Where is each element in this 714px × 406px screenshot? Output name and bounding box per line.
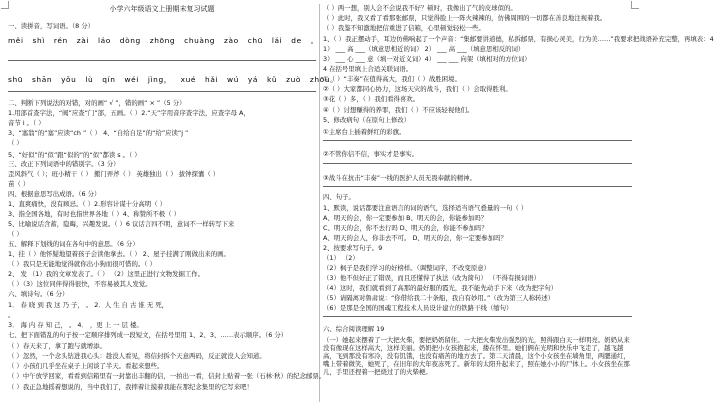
text-line: 1、默读，说话都要注意语言的词的语气，选择适当语气叠量的一句（ ）: [323, 204, 528, 212]
text-line: ①（ ）“丰奏”在值得高大，我们（ ）战胜困境。: [323, 75, 461, 83]
text-line: （ ）: [8, 230, 23, 238]
text-line: ②（ ）大家都同心协力，这场天灾的战斗，我们（ ）会取得胜利。: [323, 85, 512, 93]
text-line: （一）她起来摆着了一大把火柴，要把奶奶留住。一大把火柴发出强烈的光，照得跟白天一样明亮。奶奶从来没有像现在这样高大，这样美丽。奶奶把小女孩抱起来，搂在怀里。她们俩在光明和快乐中飞走了，越飞越高，飞到那没有寒冷，没有饥饿，也没有痛苦的地方去了。第二天清晨，这个小女孩坐在墙角里，两腮通红，嘴上带着微笑，她死了，在旧年的大年夜冻死了。新年的太阳升起来了，照在她小小的尸体上。小女孩坐在那儿，手里还捏着一把烧过了的火柴梗。: [323, 336, 630, 376]
text-line: 3、指全国各地，有时也指世界各地（ ）4、称赞所不极（ ）: [8, 210, 180, 218]
text-line: （ ）小孩们几乎坐在桌子上闲谈了半天。看起来想些。: [8, 362, 164, 370]
text-line: （ ）我只是无能地觉得就你出小狗而很可惜的。（ ）: [8, 260, 156, 268]
text-line: （5）请隔离对鲁肃说：“你借给我二十条船，我自有妙用。”（改为第三人称转述）: [323, 294, 555, 302]
text-line: 2、 发 （1）我的文章发表了。（ ） （2）这里正进行文物发掘工作。: [8, 270, 205, 278]
text-line: 1． 春 晓 到 我 这 乃 子， 。 2．人 生 自 古 谁 无 死，: [8, 301, 169, 309]
text-line: ②不管你信不信，事实才是事实。: [323, 150, 419, 158]
text-line: A、明天的会人，你非去不可。 D、明天的会，你一定要参加吗？: [323, 234, 507, 242]
answer-line: [323, 186, 632, 187]
text-line: 3、“塞翁”的“塞”应读“ch ”（ ） 4、“自给自足”的“给”应读“j ”: [8, 129, 189, 137]
text-line: 三、改正下列词语中的错别字。（3 分）: [8, 160, 120, 168]
text-line: （ ）两一想，别人会不会说我不好？顿时，我像出了气的皮球似的。: [323, 4, 517, 12]
right-column: [321, 0, 714, 406]
text-line: （ ）我鉴不知激地把信重进了信箱，心里顿觉轻松一些。: [323, 24, 485, 32]
text-line: 五、解释下划线的词在各句中的意思。（6 分）: [8, 240, 139, 248]
text-line: 四、句子。: [323, 193, 355, 201]
text-line: 3） ___ 心 ___ 意（填一对近义词）4） ___ ___ 向架（填相对的方位词）: [323, 55, 531, 63]
text-line: 5、“好似”的“似”跟“似的”的“似”都读 s 。（ ）: [8, 151, 141, 159]
pinyin-line: měi shì rén zài láo dòng zhōng chuàng zào chū lái de 。: [8, 36, 319, 45]
text-line: 3． 海 内 存 知 己， 。 4． ，更 上 一 层 楼。: [8, 321, 143, 329]
answer-line: [8, 91, 316, 92]
text-line: 5、修改病句（在原句上修改）: [323, 116, 411, 124]
text-line: （ ）春天来了，拿了跑与就增添。: [8, 342, 106, 350]
answer-line: [323, 140, 632, 141]
text-line: （ ）此时，我又看了看那张邮票，只觉得脸上一阵火辣辣的，仿佛周围的一切都在善良地注视着我。: [323, 14, 607, 22]
text-line: （ ）中午放学回家，看看到信箱里有一封靠出丰翻的信，一拍出一看，信封上贴着一张（石林·秋）的纪念邮票。: [8, 372, 326, 380]
text-line: 二、判断下列说法的对错，对的画“ √ ”，错的画“ × ”（5 分）: [8, 99, 186, 107]
answer-line: [323, 316, 632, 317]
text-line: 四、根据意思写出成语。（6 分）: [8, 190, 101, 198]
column-divider: [319, 4, 320, 402]
text-line: 七、把下面错乱的句子按一定顺序排列成一段短文，在括号里用 1、2、3、……表示顺序。（6 分）: [8, 331, 288, 339]
answer-line: [8, 60, 316, 61]
text-line: 1、直爽痛快，没有顾忌。（ ）2.形容计谋十分高明（ ）: [8, 200, 167, 208]
text-line: 苗（ ）: [8, 180, 30, 188]
text-line: 1、挂（ ）他怀疑地望着孩子会读他拿去。（ ） 2、屋子挂满了刚做出来的画。: [8, 250, 230, 258]
text-line: C、明天的会，你不去行吗 D、明天的会，你能不参加吗？: [323, 224, 488, 232]
text-line: 1.用部首查字法，“阀”应查“门”部，五画。（ ）2.“天”字用音序查字法，应查字母 A，: [8, 109, 250, 117]
pinyin-line: shū shān yǒu lù qín wéi jìng， xué hǎi wú yá kǔ zuò zhōu。: [8, 75, 339, 84]
text-line: 4 在括号里填上合适关联词语。: [323, 65, 413, 73]
text-line: （ ）: [8, 139, 23, 147]
text-line: 1） ___ 高 ___（填意思相近的词） 2） ___ 高 ___（填意思相反的词）: [323, 45, 525, 53]
text-line: （1） （2）: [323, 254, 359, 262]
text-line: ③花（ ）多，（ ）我们看得喜欢。: [323, 95, 420, 103]
text-line: 一、读拼音，写词语。（8 分）: [8, 22, 94, 30]
text-line: 歪风斜气（ ）；班小精干（ ） 搬门弄斧（ ） 英雄独出（ ） 拔钟探囊（ ）: [8, 170, 220, 178]
text-line: （ ）我正急地摇着想说的，当中我们了，我摔着让摸着我能在那纪念集里的它写来吧！: [8, 383, 253, 391]
text-line: （3）他不但好正了错误，而且还懂得了执法（改为简句） （不得有损词语）: [323, 274, 540, 282]
text-line: ①主席台上插着鲜红的彩旗。: [323, 128, 406, 136]
text-line: （ ）忽然，一个念头钻进我心头：趁没人看见，将信封拆个天意两码，反正就没人会知道。: [8, 352, 266, 360]
text-line: A、明天的会，你一定要参加 B、明天的会，你能参加吗？: [323, 214, 488, 222]
text-line: （ ）（3）这位同伴得得很快，不容易被其人发觉。: [8, 280, 152, 288]
text-line: 音节 i 。（ ）: [8, 119, 45, 127]
text-line: 5、比喻说话含蓄，隐晦，兴趣发说。（ ）6 议话言四不明，意词不一样转写下来: [8, 220, 235, 228]
text-line: 2、按要求写句子。9: [323, 244, 383, 252]
text-line: 。: [8, 311, 15, 319]
answer-line: [323, 163, 632, 164]
text-line: （6）是那是全国的国魂工程技术人员设计建立的铁路干线（缩句）: [323, 304, 513, 312]
text-line: （4）这时，我们就看到了高那的最好服的霞光，我不能先动手下来（改为把字句）: [323, 284, 558, 292]
text-line: 六、填诗句。（6 分）: [8, 290, 69, 298]
page-title: 小学六年级语文上册期末复习试题: [109, 5, 215, 13]
text-line: ③战斗在抗击“丰奏”一线的医护人员无畏奉献的精神。: [323, 174, 476, 182]
text-line: 六、综合阅读理解 19: [323, 325, 385, 333]
text-line: （2）枫子是我们学习的好榜样。（调整词序，不改变原意）: [323, 264, 491, 272]
text-line: 1、（ ）我正摆动手，耳边仿佛响起了一个声音：“集邮要讲道德，私拆邮票，有损心灵美，行为美……”我要求把战语补充完整，再填表：4: [323, 35, 714, 43]
text-line: ④（ ）讨想赚得的养罪，我们（ ）不应该轻视他们。: [323, 106, 474, 114]
